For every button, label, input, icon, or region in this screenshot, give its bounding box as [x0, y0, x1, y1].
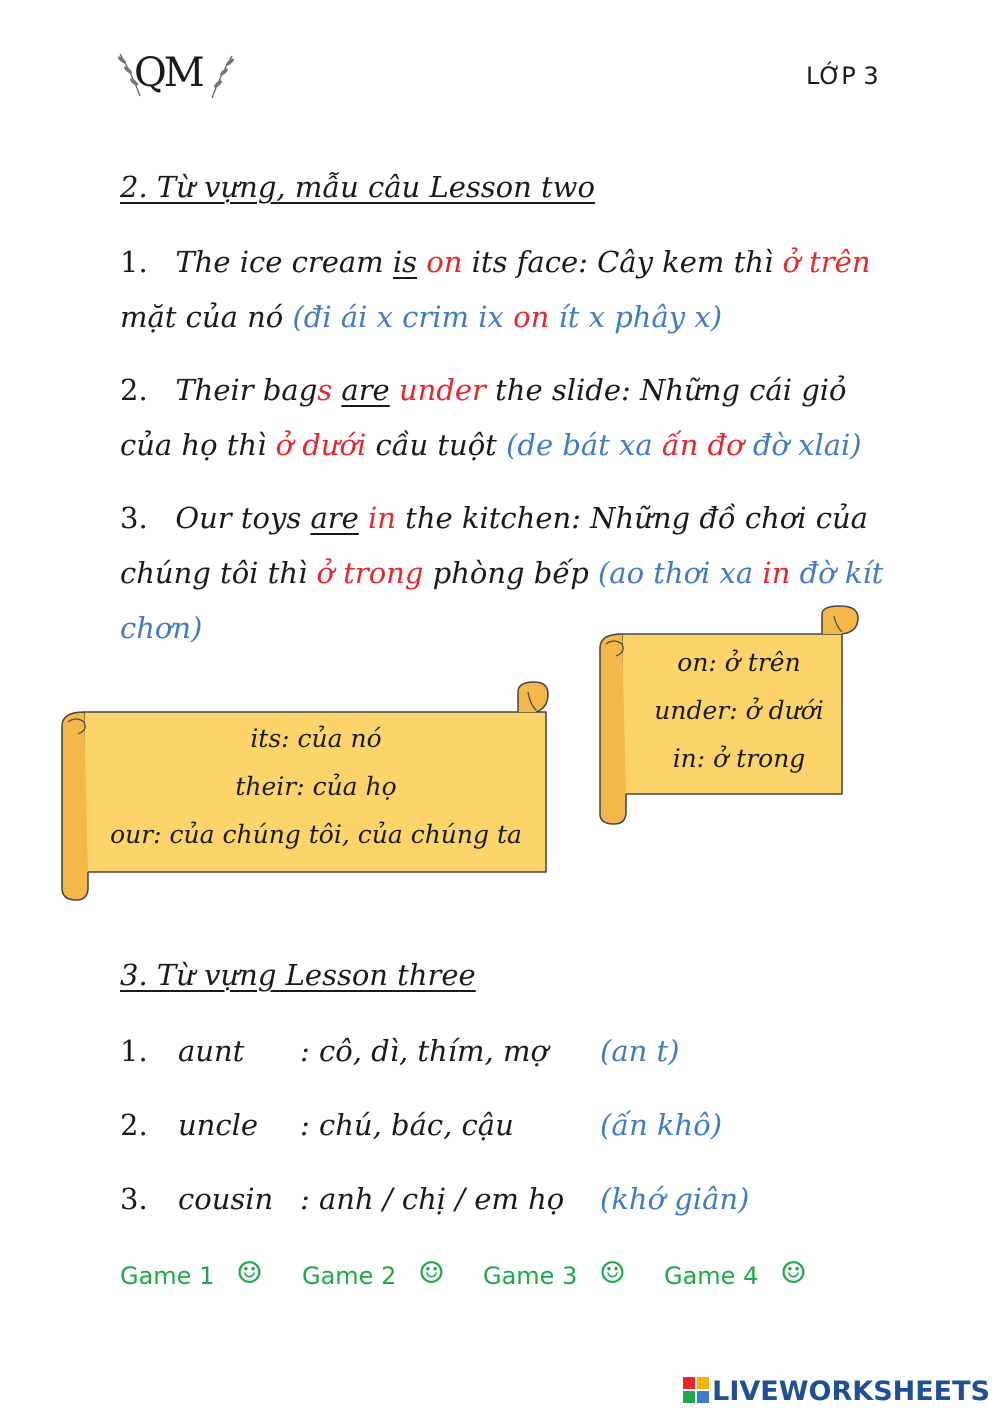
meaning-o-tren: ở trên	[782, 245, 871, 279]
pronunciation: (đi ái x crim ix	[292, 300, 514, 334]
pronunciation: (ao thơi xa	[597, 556, 763, 590]
vocab-number: 3.	[120, 1182, 148, 1216]
preposition-on: on	[426, 245, 463, 279]
space	[390, 373, 399, 407]
vocab-meaning: : chú, bác, cậu	[300, 1108, 514, 1142]
sentence-text: cầu tuột	[366, 428, 507, 462]
sentence-text: chúng tôi thì	[120, 556, 317, 590]
vocab-meaning: : anh / chị / em họ	[300, 1182, 565, 1216]
sentence-text: mặt của nó	[120, 300, 293, 334]
lesson2-heading: 2. Từ vựng, mẫu câu Lesson two	[120, 170, 595, 204]
sentence-1-line-1	[120, 245, 871, 279]
verb-is: is	[392, 245, 418, 279]
liveworksheets-icon	[683, 1377, 709, 1403]
smiley-icon[interactable]: ☺	[236, 1256, 263, 1291]
smiley-icon[interactable]: ☺	[418, 1256, 445, 1291]
vocab-pronunciation: (an t)	[600, 1034, 680, 1068]
sentence-3-line-3: chơn)	[120, 611, 203, 645]
sentence-1-line-2	[120, 300, 722, 334]
vocab-number: 2.	[120, 1108, 148, 1142]
preposition-under: under	[398, 373, 486, 407]
meaning-o-trong: ở trong	[316, 556, 424, 590]
game-4-link[interactable]: Game 4	[664, 1262, 759, 1290]
sentence-text: Our toys	[175, 501, 311, 535]
pronunciation: (de bát xa	[506, 428, 662, 462]
vocab-pronunciation: (khớ giân)	[600, 1182, 750, 1216]
sentence-number: 3.	[120, 501, 148, 535]
vocab-word: cousin	[178, 1182, 274, 1216]
logo	[112, 44, 240, 106]
scroll-possessives	[58, 680, 550, 902]
pronunciation: ít x phây x)	[549, 300, 723, 334]
sentence-text: the kitchen: Những đồ chơi của	[395, 501, 868, 535]
scroll-line-1: on: ở trên	[677, 648, 801, 677]
sentence-text: its face: Cây kem thì	[462, 245, 783, 279]
sentence-text: phòng bếp	[423, 556, 598, 590]
game-2-link[interactable]: Game 2	[302, 1262, 397, 1290]
vocab-number: 1.	[120, 1034, 148, 1068]
scroll-line-3: in: ở trong	[672, 744, 806, 773]
pronunciation: đờ xlai)	[743, 428, 862, 462]
pronunciation-under: ấn đơ	[661, 428, 744, 462]
sentence-number: 1.	[120, 245, 148, 279]
smiley-icon[interactable]: ☺	[599, 1256, 626, 1291]
game-1-link[interactable]: Game 1	[120, 1262, 215, 1290]
sentence-number: 2.	[120, 373, 148, 407]
space	[417, 245, 426, 279]
smiley-icon[interactable]: ☺	[780, 1256, 807, 1291]
verb-are: are	[310, 501, 359, 535]
sentence-text: Their bag	[175, 373, 318, 407]
sentence-3-line-1	[120, 501, 868, 535]
sentence-text: của họ thì	[120, 428, 276, 462]
sentence-2-line-2	[120, 428, 862, 462]
game-3-link[interactable]: Game 3	[483, 1262, 578, 1290]
sentence-2-line-1	[120, 373, 847, 407]
liveworksheets-logo[interactable]	[683, 1376, 990, 1407]
verb-are: are	[341, 373, 390, 407]
pronunciation-in: in	[762, 556, 791, 590]
sentence-text: The ice cream	[175, 245, 393, 279]
vocab-pronunciation: (ấn khô)	[600, 1108, 723, 1142]
grade-label: LỚP 3	[806, 62, 879, 90]
scroll-line-2: their: của họ	[235, 772, 397, 801]
vocab-meaning: : cô, dì, thím, mợ	[300, 1034, 548, 1068]
scroll-prepositions	[596, 604, 862, 826]
scroll-line-3: our: của chúng tôi, của chúng ta	[110, 820, 522, 849]
preposition-in: in	[368, 501, 396, 535]
vocab-word: uncle	[178, 1108, 259, 1142]
logo-text: QM	[134, 50, 202, 96]
scroll-line-1: its: của nó	[250, 724, 382, 753]
pronunciation: đờ kít	[790, 556, 884, 590]
scroll-line-2: under: ở dưới	[654, 696, 824, 725]
meaning-o-duoi: ở dưới	[275, 428, 367, 462]
sentence-3-line-2	[120, 556, 883, 590]
lesson3-heading: 3. Từ vựng Lesson three	[120, 958, 476, 992]
liveworksheets-text: LIVEWORKSHEETS	[712, 1376, 990, 1407]
space	[359, 501, 368, 535]
vocab-word: aunt	[178, 1034, 245, 1068]
sentence-text: the slide: Những cái giỏ	[485, 373, 847, 407]
plural-s: s	[317, 373, 333, 407]
pronunciation-on: on	[513, 300, 550, 334]
